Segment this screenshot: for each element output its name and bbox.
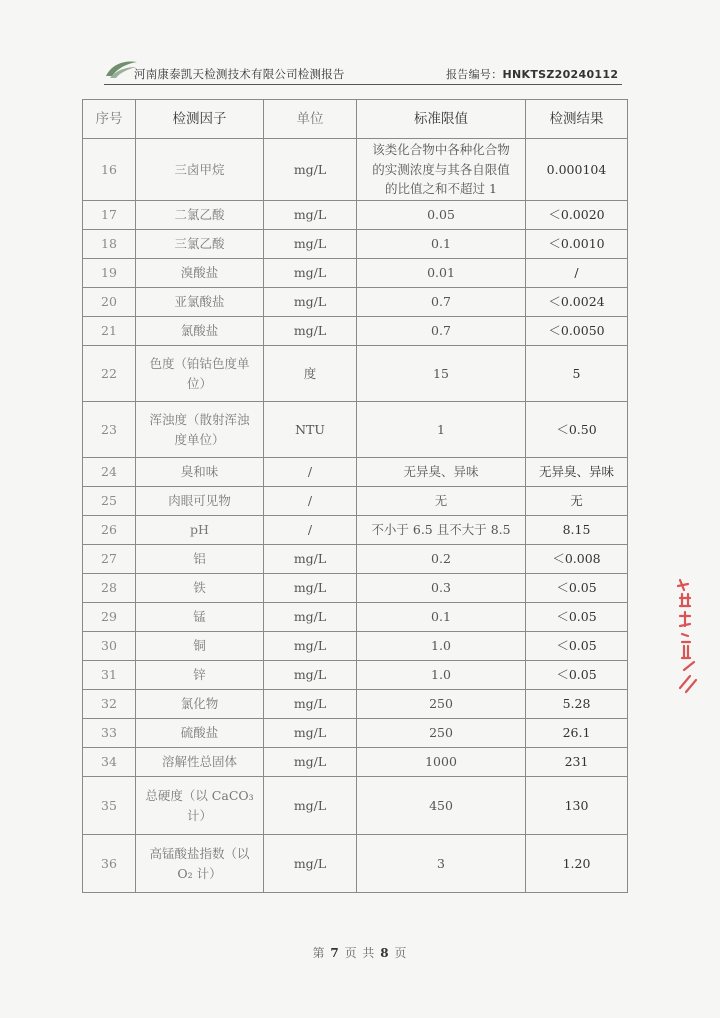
table-row <box>83 603 628 632</box>
row-limit: 0.1 <box>357 603 526 632</box>
table-row <box>83 574 628 603</box>
row-limit: 250 <box>357 690 526 719</box>
row-limit: 250 <box>357 719 526 748</box>
row-unit: mg/L <box>264 690 357 719</box>
table-row <box>83 402 628 458</box>
row-number: 17 <box>83 201 136 230</box>
row-factor: 二氯乙酸 <box>136 201 264 230</box>
table-row <box>83 317 628 346</box>
row-unit: 度 <box>264 346 357 402</box>
row-number: 28 <box>83 574 136 603</box>
row-limit: 450 <box>357 777 526 835</box>
row-result: 8.15 <box>526 516 628 545</box>
company-logo-icon <box>104 58 138 80</box>
row-number: 34 <box>83 748 136 777</box>
row-unit: NTU <box>264 402 357 458</box>
column-header-limit: 标准限值 <box>357 100 526 139</box>
column-header-factor: 检测因子 <box>136 100 264 139</box>
red-stamp-fragment <box>672 576 720 700</box>
row-limit: 无 <box>357 487 526 516</box>
row-limit: 无异臭、异味 <box>357 458 526 487</box>
table-row <box>83 230 628 259</box>
row-number: 29 <box>83 603 136 632</box>
row-limit: 0.01 <box>357 259 526 288</box>
row-result: / <box>526 259 628 288</box>
table-row <box>83 487 628 516</box>
row-factor: pH <box>136 516 264 545</box>
row-unit: mg/L <box>264 603 357 632</box>
row-factor: 色度（铂钴色度单位） <box>136 346 264 402</box>
row-number: 27 <box>83 545 136 574</box>
row-result: 1.20 <box>526 835 628 893</box>
row-limit: 0.3 <box>357 574 526 603</box>
row-result: 26.1 <box>526 719 628 748</box>
row-factor: 铝 <box>136 545 264 574</box>
row-number: 16 <box>83 139 136 201</box>
page-middle: 页 共 <box>344 946 376 960</box>
row-limit: 0.05 <box>357 201 526 230</box>
row-number: 32 <box>83 690 136 719</box>
row-limit: 不小于 6.5 且不大于 8.5 <box>357 516 526 545</box>
row-result: ＜0.008 <box>526 545 628 574</box>
row-result: 5.28 <box>526 690 628 719</box>
row-unit: mg/L <box>264 632 357 661</box>
row-limit: 3 <box>357 835 526 893</box>
table-row <box>83 690 628 719</box>
table-row <box>83 139 628 201</box>
row-limit: 0.2 <box>357 545 526 574</box>
table-row <box>83 458 628 487</box>
row-limit: 1.0 <box>357 661 526 690</box>
row-factor: 溴酸盐 <box>136 259 264 288</box>
row-limit: 0.7 <box>357 317 526 346</box>
column-header-unit: 单位 <box>264 100 357 139</box>
row-factor: 总硬度（以 CaCO₃ 计） <box>136 777 264 835</box>
table-row <box>83 632 628 661</box>
page-footer <box>0 944 720 961</box>
table-header-row <box>83 100 628 139</box>
row-unit: mg/L <box>264 777 357 835</box>
column-header-no: 序号 <box>83 100 136 139</box>
row-number: 26 <box>83 516 136 545</box>
row-unit: mg/L <box>264 574 357 603</box>
page-prefix: 第 <box>312 946 326 960</box>
row-limit: 0.7 <box>357 288 526 317</box>
row-number: 30 <box>83 632 136 661</box>
table-row <box>83 516 628 545</box>
table-row <box>83 259 628 288</box>
row-number: 36 <box>83 835 136 893</box>
row-result: ＜0.50 <box>526 402 628 458</box>
row-limit: 0.1 <box>357 230 526 259</box>
row-number: 18 <box>83 230 136 259</box>
row-unit: mg/L <box>264 259 357 288</box>
row-limit: 1 <box>357 402 526 458</box>
row-result: ＜0.0050 <box>526 317 628 346</box>
row-result: 无异臭、异味 <box>526 458 628 487</box>
row-unit: mg/L <box>264 139 357 201</box>
row-factor: 氯化物 <box>136 690 264 719</box>
row-unit: mg/L <box>264 545 357 574</box>
company-title: 河南康泰凯天检测技术有限公司检测报告 <box>134 67 345 81</box>
row-result: 0.000104 <box>526 139 628 201</box>
row-result: ＜0.05 <box>526 574 628 603</box>
row-factor: 肉眼可见物 <box>136 487 264 516</box>
row-unit: mg/L <box>264 288 357 317</box>
row-factor: 溶解性总固体 <box>136 748 264 777</box>
row-factor: 硫酸盐 <box>136 719 264 748</box>
table-row <box>83 288 628 317</box>
row-result: ＜0.05 <box>526 603 628 632</box>
row-limit: 15 <box>357 346 526 402</box>
row-number: 22 <box>83 346 136 402</box>
row-number: 21 <box>83 317 136 346</box>
row-unit: mg/L <box>264 835 357 893</box>
row-number: 24 <box>83 458 136 487</box>
row-factor: 三氯乙酸 <box>136 230 264 259</box>
row-unit: / <box>264 458 357 487</box>
row-result: 5 <box>526 346 628 402</box>
row-result: ＜0.0010 <box>526 230 628 259</box>
row-result: ＜0.0024 <box>526 288 628 317</box>
row-factor: 锰 <box>136 603 264 632</box>
row-unit: mg/L <box>264 317 357 346</box>
report-number <box>446 66 618 82</box>
row-number: 23 <box>83 402 136 458</box>
table-row <box>83 719 628 748</box>
table-row <box>83 661 628 690</box>
row-number: 20 <box>83 288 136 317</box>
row-factor: 锌 <box>136 661 264 690</box>
row-unit: / <box>264 516 357 545</box>
row-result: ＜0.05 <box>526 632 628 661</box>
row-number: 19 <box>83 259 136 288</box>
results-table <box>82 99 628 893</box>
row-result: ＜0.0020 <box>526 201 628 230</box>
row-limit: 该类化合物中各种化合物的实测浓度与其各自限值的比值之和不超过 1 <box>357 139 526 201</box>
row-number: 31 <box>83 661 136 690</box>
page-current: 7 <box>330 946 340 960</box>
row-unit: mg/L <box>264 719 357 748</box>
row-factor: 浑浊度（散射浑浊度单位） <box>136 402 264 458</box>
row-limit: 1.0 <box>357 632 526 661</box>
table-row <box>83 748 628 777</box>
row-number: 35 <box>83 777 136 835</box>
row-factor: 臭和味 <box>136 458 264 487</box>
row-number: 33 <box>83 719 136 748</box>
row-limit: 1000 <box>357 748 526 777</box>
row-unit: mg/L <box>264 748 357 777</box>
table-row <box>83 545 628 574</box>
row-unit: mg/L <box>264 201 357 230</box>
row-result: ＜0.05 <box>526 661 628 690</box>
row-result: 130 <box>526 777 628 835</box>
table-row <box>83 201 628 230</box>
column-header-result: 检测结果 <box>526 100 628 139</box>
header-divider <box>104 84 622 85</box>
row-factor: 亚氯酸盐 <box>136 288 264 317</box>
row-result: 231 <box>526 748 628 777</box>
report-number-value: HNKTSZ20240112 <box>502 68 619 81</box>
page-total: 8 <box>380 946 390 960</box>
report-number-label: 报告编号： <box>446 68 503 81</box>
table-row <box>83 346 628 402</box>
row-unit: mg/L <box>264 230 357 259</box>
row-factor: 高锰酸盐指数（以 O₂ 计） <box>136 835 264 893</box>
row-factor: 铁 <box>136 574 264 603</box>
page-suffix: 页 <box>394 946 408 960</box>
row-result: 无 <box>526 487 628 516</box>
row-factor: 氯酸盐 <box>136 317 264 346</box>
row-unit: mg/L <box>264 661 357 690</box>
row-unit: / <box>264 487 357 516</box>
row-factor: 铜 <box>136 632 264 661</box>
table-row <box>83 777 628 835</box>
row-factor: 三卤甲烷 <box>136 139 264 201</box>
row-number: 25 <box>83 487 136 516</box>
table-row <box>83 835 628 893</box>
